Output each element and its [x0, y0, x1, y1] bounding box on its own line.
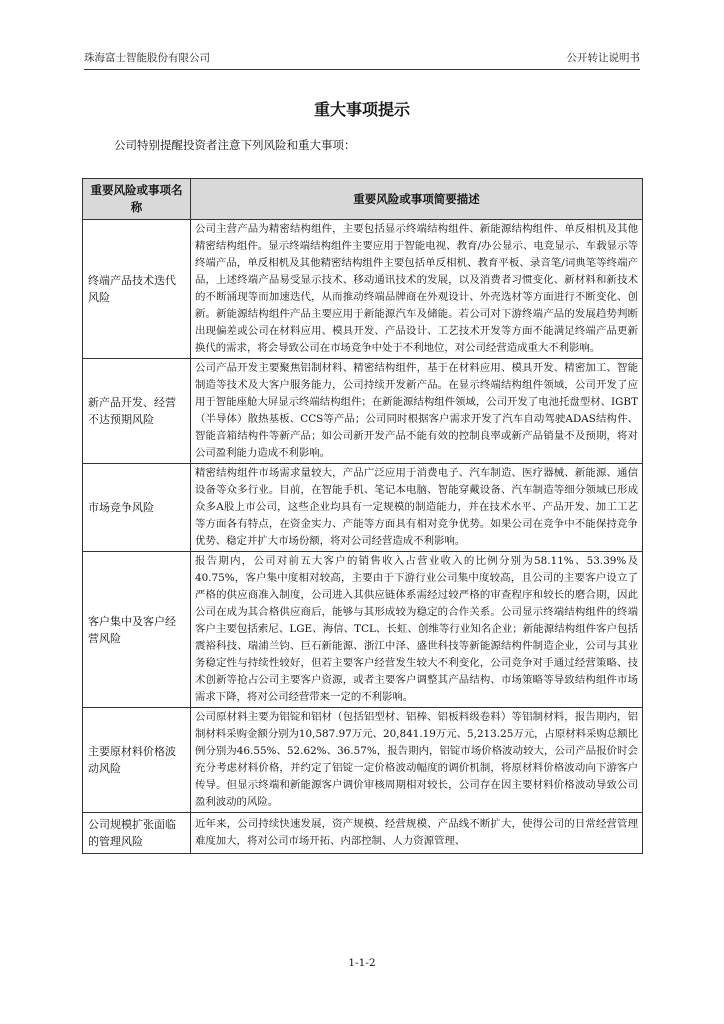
page-title: 重大事项提示: [313, 100, 410, 119]
intro-paragraph: 公司特别提醒投资者注意下列风险和重大事项：: [114, 138, 356, 152]
risk-table: [82, 178, 643, 854]
table-row: [83, 220, 643, 359]
page-number: 1-1-2: [348, 957, 376, 969]
risk-description: 精密结构组件市场需求量较大，产品广泛应用于消费电子、汽车制造、医疗器械、新能源、通信设备等众多行业。目前，在智能手机、笔记本电脑、智能穿戴设备、汽车制造等细分领域已形成众多A股上市公司，这些企业均具有一定规模的制造能力，并在技术水平、产品开发、加工工艺等方面各有特点，在资金实力、产能等方面具有相对竞争优势。如果公司在竞争中不能保持竞争优势、稳定并扩大市场份额，将对公司经营造成不利影响。: [191, 464, 643, 552]
risk-name: 终端产品技术迭代风险: [83, 220, 191, 359]
risk-name: 客户集中及客户经营风险: [83, 552, 191, 708]
table-row: [83, 464, 643, 552]
risk-description: 报告期内，公司对前五大客户的销售收入占营业收入的比例分别为58.11%、53.39%及40.75%，客户集中度相对较高，主要由于下游行业公司集中度较高，且公司的主要客户设立了严格的供应商准入制度，公司进入其供应链体系需经过较严格的审查程序和较长的磨合期，因此公司在成为其合格供应商后，能够与其形成较为稳定的合作关系。公司显示终端结构组件的终端客户主要包括索尼、LGE、海信、TCL、长虹、创维等行业知名企业；新能源结构组件客户包括震裕科技、瑞浦兰钧、巨石新能源、浙江中泽、盛世科技等新能源结构件制造企业，公司与其业务稳定性与持续性较好，但若主要客户经营发生较大不利变化，公司竞争对手通过经营策略、技术创新等抢占公司主要客户资源，或者主要客户调整其产品结构、市场策略等导致结构组件市场需求下降，将对公司经营带来一定的不利影响。: [191, 552, 643, 708]
risk-description: 公司原材料主要为铝锭和铝材（包括铝型材、铝棒、铝板料级卷料）等铝制材料，报告期内，铝制材料采购金额分别为10,587.97万元、20,841.19万元、5,213.25万元，占原材料采购总额比例分别为46.55%、52.62%、36.57%，报告期内，铝锭市场价格波动较大，公司产品报价时会充分考虑材料价格，并约定了铝锭一定价格波动幅度的调价机制，将原材料价格波动向下游客户传导。但显示终端和新能源客户调价审核周期相对较长，公司存在因主要材料价格波动导致公司盈利波动的风险。: [191, 708, 643, 813]
running-header: [84, 50, 640, 70]
table-row: [83, 552, 643, 708]
table-row: [83, 359, 643, 464]
risk-name: 新产品开发、经营不达预期风险: [83, 359, 191, 464]
table-row: [83, 708, 643, 813]
column-header-name: 重要风险或事项名称: [83, 179, 191, 220]
risk-description: 公司主营产品为精密结构组件，主要包括显示终端结构组件、新能源结构组件、单反相机及其他精密结构组件。显示终端结构组件主要应用于智能电视、教育/办公显示、电竞显示、车载显示等终端产品，单反相机及其他精密结构组件主要包括单反相机、教育平板、录音笔/词典笔等终端产品，上述终端产品易受显示技术、移动通讯技术的发展，以及消费者习惯变化、新材料和新技术的不断涌现等而加速迭代，从而推动终端品牌商在外观设计、外壳选材等方面进行不断变化、创新。新能源结构组件产品主要应用于新能源汽车及储能。若公司对下游终端产品的发展趋势判断出现偏差或公司在材料应用、模具开发、产品设计、工艺技术开发等方面不能满足终端产品更新换代的需求，将会导致公司在市场竞争中处于不利地位，对公司经营造成重大不利影响。: [191, 220, 643, 359]
header-doc-type: 公开转让说明书: [566, 52, 640, 64]
risk-description: 公司产品开发主要聚焦铝制材料、精密结构组件，基于在材料应用、模具开发、精密加工、智能制造等技术及大客户服务能力，公司持续开发新产品。在显示终端结构组件领域，公司开发了应用于智能座舱大屏显示终端结构组件；在新能源结构组件领域，公司开发了电池托盘型材、IGBT（半导体）散热基板、CCS等产品；公司同时根据客户需求开发了汽车自动驾驶ADAS结构件、智能音箱结构件等新产品；如公司新开发产品不能有效的控制良率或新产品销量不及预期，将对公司盈利能力造成不利影响。: [191, 359, 643, 464]
risk-description: 近年来，公司持续快速发展，资产规模、经营规模、产品线不断扩大，使得公司的日常经营管理难度加大，将对公司市场开拓、内部控制、人力资源管理、: [191, 813, 643, 854]
risk-name: 市场竞争风险: [83, 464, 191, 552]
risk-name: 公司规模扩张面临的管理风险: [83, 813, 191, 854]
header-company: 珠海富士智能股份有限公司: [84, 52, 210, 64]
table-row: [83, 813, 643, 854]
column-header-desc: 重要风险或事项简要描述: [191, 179, 643, 220]
risk-name: 主要原材料价格波动风险: [83, 708, 191, 813]
table-header-row: [83, 179, 643, 220]
